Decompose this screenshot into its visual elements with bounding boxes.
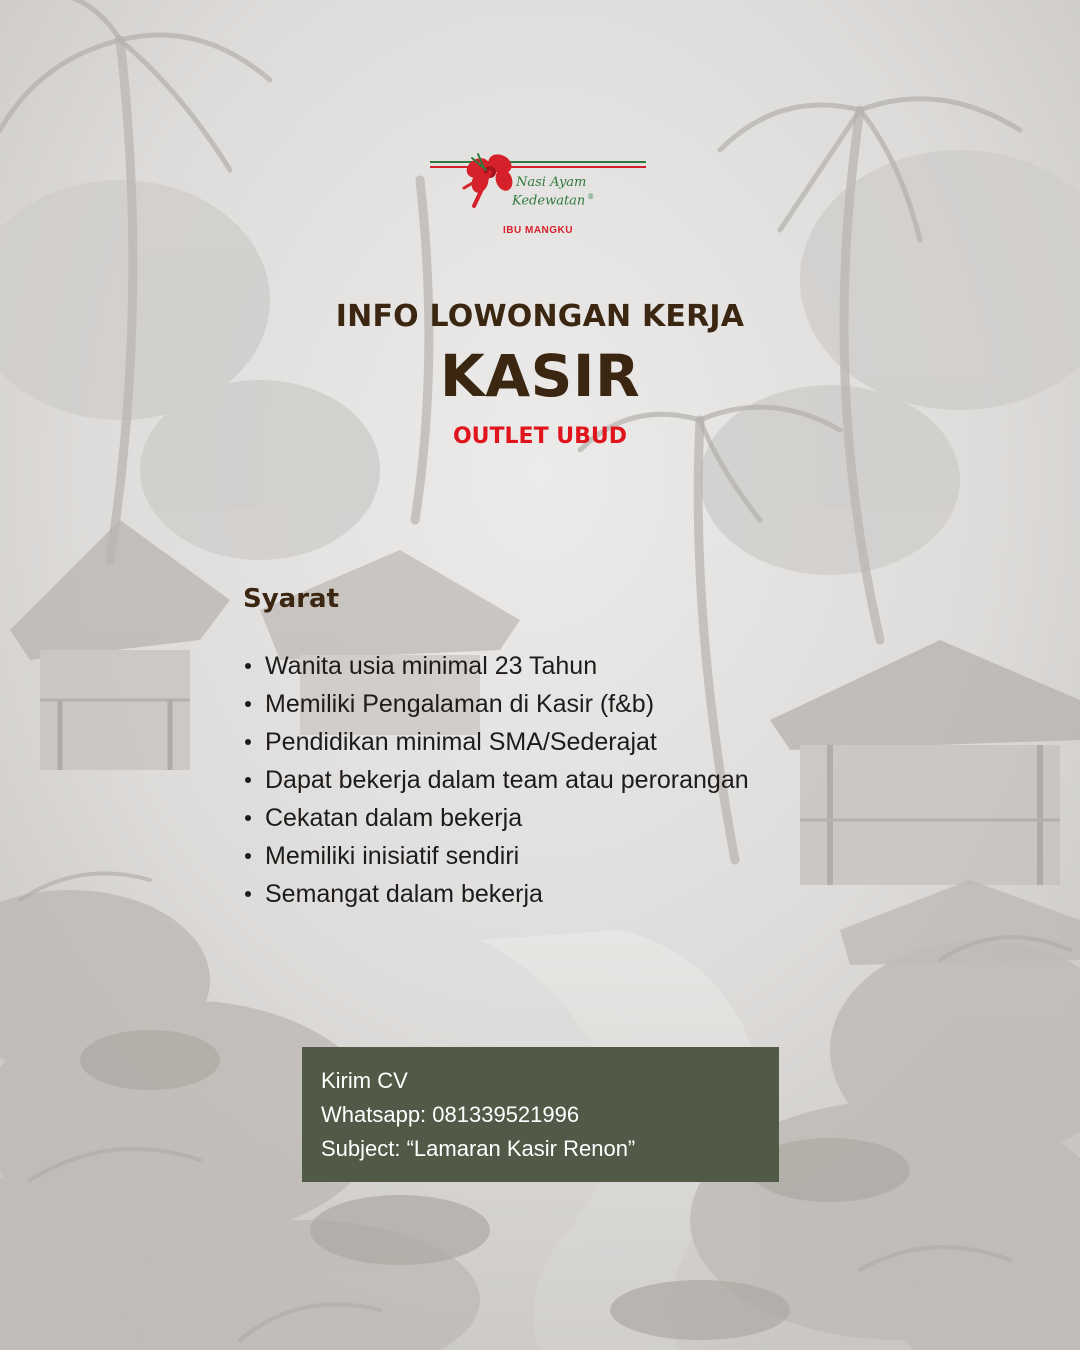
list-item — [243, 723, 749, 761]
bullet-icon — [245, 663, 251, 669]
job-position: KASIR — [439, 342, 641, 410]
contact-whatsapp: Whatsapp: 081339521996 — [321, 1102, 580, 1127]
list-item — [243, 875, 749, 913]
bullet-icon — [245, 815, 251, 821]
requirement-text: Cekatan dalam bekerja — [265, 804, 523, 832]
bullet-icon — [245, 777, 251, 783]
brand-logo — [430, 150, 646, 245]
brand-name-line1: Nasi Ayam — [516, 175, 587, 190]
requirement-text: Semangat dalam bekerja — [265, 880, 543, 908]
bullet-icon — [245, 739, 251, 745]
requirement-text: Pendidikan minimal SMA/Sederajat — [265, 728, 657, 756]
brand-subtitle: IBU MANGKU — [503, 225, 573, 236]
bullet-icon — [245, 701, 251, 707]
requirement-text: Memiliki Pengalaman di Kasir (f&b) — [265, 690, 655, 718]
headline-title: INFO LOWONGAN KERJA — [335, 299, 745, 334]
bullet-icon — [245, 853, 251, 859]
list-item — [243, 647, 749, 685]
contact-box — [302, 1047, 779, 1182]
list-item — [243, 799, 749, 837]
requirements-list — [243, 647, 749, 913]
brand-name-line2 — [512, 190, 594, 208]
requirement-text: Dapat bekerja dalam team atau perorangan — [265, 766, 749, 794]
list-item — [243, 761, 749, 799]
contact-subject: Subject: “Lamaran Kasir Renon” — [321, 1136, 636, 1161]
contact-instruction: Kirim CV — [321, 1068, 408, 1093]
requirements-title: Syarat — [243, 584, 340, 614]
bullet-icon — [245, 891, 251, 897]
requirement-text: Memiliki inisiatif sendiri — [265, 842, 520, 870]
list-item — [243, 837, 749, 875]
brand-name-line2-text: Kedewatan — [512, 193, 586, 209]
brand-name — [512, 175, 595, 209]
registered-mark: ® — [587, 193, 595, 201]
list-item — [243, 685, 749, 723]
outlet-name: OUTLET UBUD — [452, 424, 628, 449]
requirement-text: Wanita usia minimal 23 Tahun — [265, 652, 598, 680]
